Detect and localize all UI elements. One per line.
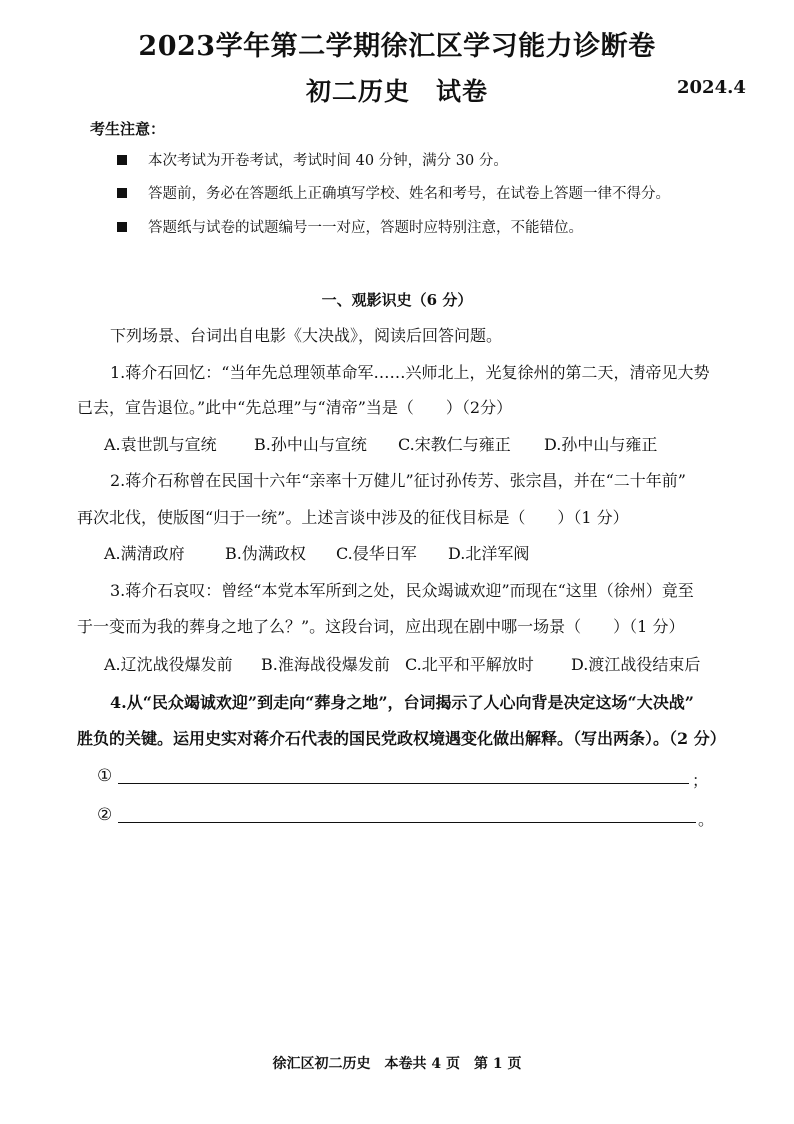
section-intro: 下列场景、台词出自电影《大决战》，阅读后回答问题。 bbox=[110, 326, 503, 345]
bullet-square-icon bbox=[117, 188, 127, 198]
question-2-option-d: D.北洋军阀 bbox=[448, 544, 530, 563]
exam-subtitle: 初二历史 试卷 bbox=[305, 77, 488, 106]
question-2-option-a: A.满清政府 bbox=[104, 544, 185, 563]
answer-2-end: 。 bbox=[698, 810, 715, 829]
bullet-square-icon bbox=[117, 155, 127, 165]
question-2-option-c: C.侵华日军 bbox=[336, 544, 417, 563]
question-2-line-1: 2.蒋介石称曾在民国十六年“亲率十万健儿”征讨孙传芳、张宗昌，并在“二十年前” bbox=[110, 471, 686, 490]
answer-1-end: ； bbox=[692, 771, 709, 790]
notice-item: 答题纸与试卷的试题编号一一对应，答题时应特别注意，不能错位。 bbox=[148, 220, 583, 236]
question-1-option-b: B.孙中山与宣统 bbox=[254, 435, 367, 454]
question-3-option-a: A.辽沈战役爆发前 bbox=[104, 655, 233, 674]
page-footer: 徐汇区初二历史 本卷共 4 页 第 1 页 bbox=[272, 1056, 522, 1072]
section-heading: 一、观影识史（6 分） bbox=[321, 291, 473, 309]
answer-1-marker: ① bbox=[97, 766, 113, 786]
question-3-option-c: C.北平和平解放时 bbox=[405, 655, 534, 674]
notice-item: 本次考试为开卷考试，考试时间 40 分钟，满分 30 分。 bbox=[148, 153, 508, 169]
answer-2-blank[interactable] bbox=[118, 822, 696, 823]
question-1-line-1: 1.蒋介石回忆：“当年先总理领革命军……兴师北上，光复徐州的第二天，清帝见大势 bbox=[110, 363, 710, 382]
exam-date: 2024.4 bbox=[677, 77, 746, 98]
notice-heading: 考生注意： bbox=[90, 120, 166, 138]
answer-1-blank[interactable] bbox=[118, 783, 689, 784]
bullet-square-icon bbox=[117, 222, 127, 232]
answer-2-marker: ② bbox=[97, 805, 113, 825]
question-1-option-c: C.宋教仁与雍正 bbox=[398, 435, 511, 454]
question-1-line-2: 已去，宣告退位。”此中“先总理”与“清帝”当是（ ）（2分） bbox=[77, 398, 513, 417]
question-4-line-1: 4.从“民众竭诚欢迎”到走向“葬身之地”，台词揭示了人心向背是决定这场“大决战” bbox=[110, 693, 694, 712]
question-1-option-d: D.孙中山与雍正 bbox=[544, 435, 658, 454]
notice-item: 答题前，务必在答题纸上正确填写学校、姓名和考号，在试卷上答题一律不得分。 bbox=[148, 186, 670, 202]
question-1-option-a: A.袁世凯与宣统 bbox=[104, 435, 217, 454]
question-3-line-2: 于一变而为我的葬身之地了么？”。这段台词，应出现在剧中哪一场景（ ）（1 分） bbox=[77, 617, 685, 636]
question-3-option-b: B.淮海战役爆发前 bbox=[261, 655, 390, 674]
question-2-line-2: 再次北伐，使版图“归于一统”。上述言谈中涉及的征伐目标是（ ）（1 分） bbox=[77, 508, 629, 527]
exam-title: 2023学年第二学期徐汇区学习能力诊断卷 bbox=[138, 31, 656, 62]
question-3-option-d: D.渡江战役结束后 bbox=[571, 655, 701, 674]
question-3-line-1: 3.蒋介石哀叹：曾经“本党本军所到之处，民众竭诚欢迎”而现在“这里（徐州）竟至 bbox=[110, 581, 694, 600]
question-4-line-2: 胜负的关键。运用史实对蒋介石代表的国民党政权境遇变化做出解释。（写出两条）。（2 分） bbox=[77, 729, 726, 748]
question-2-option-b: B.伪满政权 bbox=[225, 544, 306, 563]
